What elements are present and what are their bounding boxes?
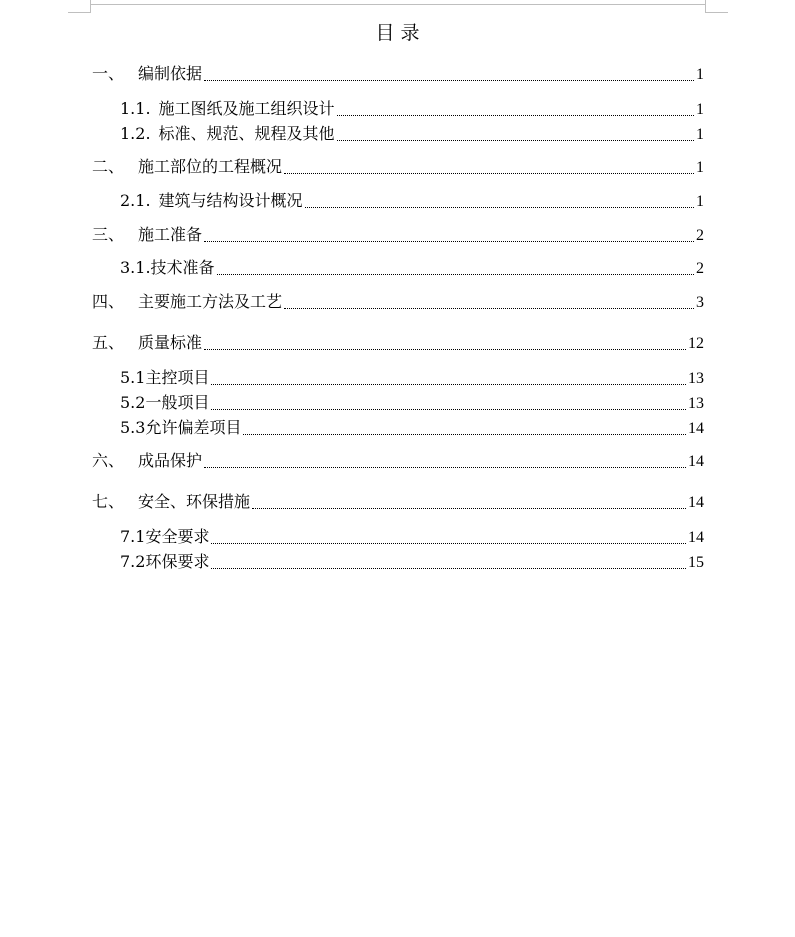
toc-dot-leader — [211, 568, 686, 569]
toc-entry-level2[interactable] — [120, 368, 704, 389]
toc-entry-text: 质量标准 — [138, 333, 203, 352]
toc-dot-leader — [305, 207, 694, 208]
toc-entry-number: 2.1. — [120, 191, 151, 210]
toc-entry-number: 5.1 — [120, 368, 146, 387]
toc-entry-page: 2 — [696, 260, 704, 277]
toc-entry-text: 建筑与结构设计概况 — [158, 191, 303, 210]
page-top-margin-line — [90, 4, 705, 5]
toc-entry-text: 主控项目 — [145, 368, 210, 387]
toc-entry-number: 四、 — [92, 292, 125, 311]
toc-dot-leader — [204, 349, 686, 350]
toc-entry-level2[interactable] — [120, 418, 704, 439]
toc-dot-leader — [284, 173, 694, 174]
toc-entry-level1[interactable] — [92, 451, 704, 472]
toc-entry-level2[interactable] — [120, 99, 704, 120]
toc-entry-page: 13 — [688, 370, 704, 387]
toc-entry-text: 施工部位的工程概况 — [138, 157, 283, 176]
toc-entry-page: 2 — [696, 227, 704, 244]
toc-entry-number: 5.3 — [120, 418, 146, 437]
toc-entry-page: 14 — [688, 420, 704, 437]
toc-entry-page: 1 — [696, 101, 704, 118]
toc-entry-page: 1 — [696, 66, 704, 83]
toc-entry-page: 14 — [688, 494, 704, 511]
toc-entry-level1[interactable] — [92, 157, 704, 178]
toc-dot-leader — [211, 409, 686, 410]
toc-title: 目 录 — [375, 22, 420, 44]
toc-entry-number: 3.1. — [120, 258, 151, 277]
toc-entry-number: 五、 — [92, 333, 125, 352]
toc-entry-text: 安全、环保措施 — [138, 492, 251, 511]
toc-dot-leader — [252, 508, 686, 509]
toc-entry-text: 成品保护 — [138, 451, 203, 470]
toc-dot-leader — [337, 115, 694, 116]
toc-entry-level1[interactable] — [92, 225, 704, 246]
toc-entry-level2[interactable] — [120, 393, 704, 414]
toc-entry-page: 12 — [688, 335, 704, 352]
toc-entry-number: 三、 — [92, 225, 125, 244]
toc-entry-number: 5.2 — [120, 393, 146, 412]
toc-entry-page: 3 — [696, 294, 704, 311]
toc-entry-text: 技术准备 — [150, 258, 215, 277]
toc-entry-text: 标准、规范、规程及其他 — [158, 124, 335, 143]
toc-entry-page: 1 — [696, 193, 704, 210]
toc-entry-level2[interactable] — [120, 527, 704, 548]
toc-entry-level2[interactable] — [120, 552, 704, 573]
toc-dot-leader — [243, 434, 686, 435]
toc-entry-level2[interactable] — [120, 258, 704, 279]
toc-entry-text: 主要施工方法及工艺 — [138, 292, 283, 311]
toc-entry-number: 1.1. — [120, 99, 151, 118]
toc-dot-leader — [204, 467, 686, 468]
toc-entry-text: 允许偏差项目 — [145, 418, 242, 437]
crop-mark-top-left — [68, 0, 91, 13]
toc-entry-text: 施工准备 — [138, 225, 203, 244]
toc-entry-level1[interactable] — [92, 333, 704, 354]
toc-entry-number: 二、 — [92, 157, 125, 176]
crop-mark-top-right — [705, 0, 728, 13]
toc-dot-leader — [204, 80, 694, 81]
toc-entry-level1[interactable] — [92, 292, 704, 313]
toc-entry-page: 14 — [688, 529, 704, 546]
toc-entry-number: 7.2 — [120, 552, 146, 571]
toc-dot-leader — [211, 543, 686, 544]
toc-entry-level1[interactable] — [92, 492, 704, 513]
toc-entry-page: 13 — [688, 395, 704, 412]
toc-entry-text: 一般项目 — [145, 393, 210, 412]
toc-dot-leader — [211, 384, 686, 385]
toc-entry-text: 安全要求 — [145, 527, 210, 546]
toc-dot-leader — [217, 274, 694, 275]
toc-entry-page: 1 — [696, 159, 704, 176]
toc-entry-page: 15 — [688, 554, 704, 571]
toc-entry-number: 七、 — [92, 492, 125, 511]
toc-entry-number: 1.2. — [120, 124, 151, 143]
toc-entry-number: 7.1 — [120, 527, 146, 546]
toc-entry-number: 一、 — [92, 64, 125, 83]
toc-entry-text: 施工图纸及施工组织设计 — [158, 99, 335, 118]
toc-dot-leader — [284, 308, 694, 309]
toc-dot-leader — [204, 241, 694, 242]
toc-entry-level2[interactable] — [120, 124, 704, 145]
toc-entry-page: 1 — [696, 126, 704, 143]
toc-entry-page: 14 — [688, 453, 704, 470]
toc-entry-text: 环保要求 — [145, 552, 210, 571]
toc-entry-level2[interactable] — [120, 191, 704, 212]
toc-entry-text: 编制依据 — [138, 64, 203, 83]
toc-entry-level1[interactable] — [92, 64, 704, 85]
toc-entry-number: 六、 — [92, 451, 125, 470]
toc-dot-leader — [337, 140, 694, 141]
